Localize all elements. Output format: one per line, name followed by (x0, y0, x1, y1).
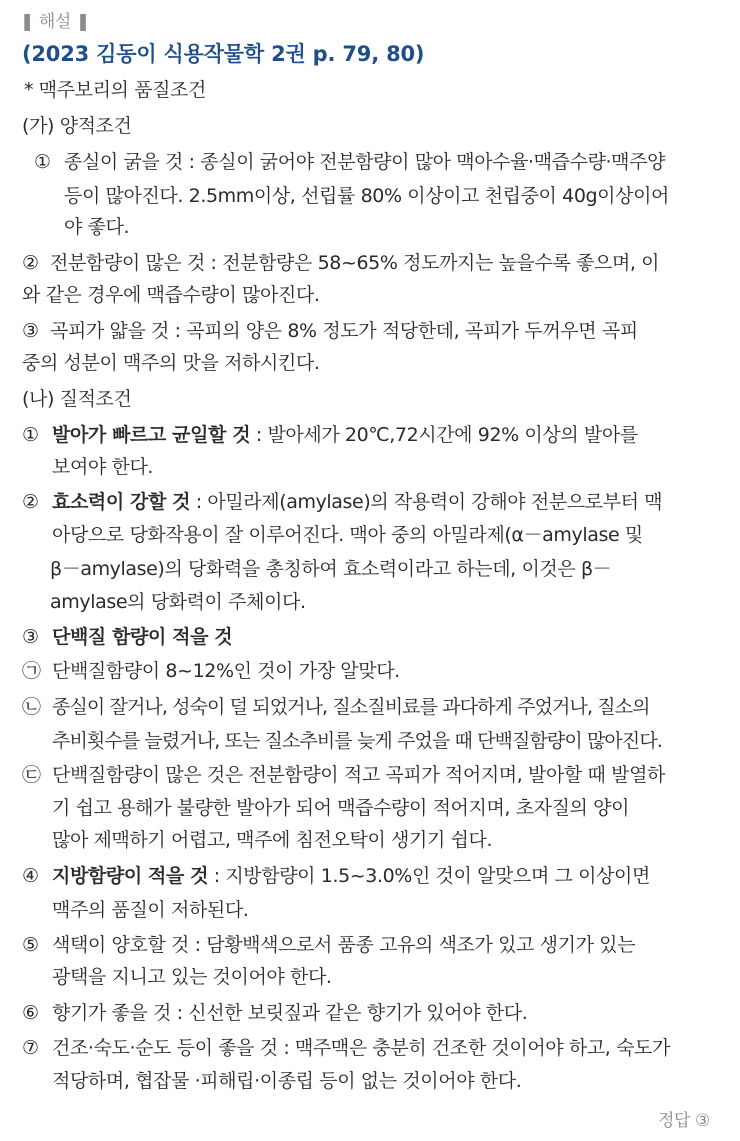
item-b2-text: : 아밀라제(amylase)의 작용력이 강해야 전분으로부터 맥 (190, 491, 663, 513)
item-c4-text: : 지방함량이 1.5~3.0%인 것이 알맞으며 그 이상이면 (208, 865, 650, 887)
item-a3-line: 곡피가 얇을 것 : 곡피의 양은 8% 정도가 적당한데, 곡피가 두꺼우면 곡피 (50, 320, 638, 342)
sub-item-3-line: 단백질함량이 많은 것은 전분함량이 적고 곡피가 적어지며, 발아할 때 발열하 (52, 764, 665, 786)
section-title: * 맥주보리의 품질조건 (24, 79, 206, 101)
section-a-heading: (가) 양적조건 (22, 115, 132, 137)
item-b1-line: 보여야 한다. (52, 456, 154, 478)
item-a1-line: 야 좋다. (64, 216, 130, 238)
item-c4-number: ④ (22, 865, 39, 887)
item-b2-line: β－amylase)의 당화력을 총칭하여 효소력이라고 하는데, 이것은 β－ (50, 558, 612, 580)
item-b1-line (52, 422, 638, 448)
source-reference: (2023 김동이 식용작물학 2권 p. 79, 80) (22, 42, 425, 66)
item-b3-number: ③ (22, 626, 39, 648)
section-b-heading: (나) 질적조건 (22, 388, 132, 410)
item-a2-line: 전분함량이 많은 것 : 전분함량은 58~65% 정도까지는 높을수록 좋으며, 이 (50, 252, 660, 274)
item-c4-line (52, 863, 650, 889)
item-c7-number: ⑦ (22, 1037, 39, 1059)
item-c6-number: ⑥ (22, 1002, 39, 1024)
item-c5-line: 광택을 지니고 있는 것이어야 한다. (52, 966, 332, 988)
item-c4-bold: 지방함량이 적을 것 (52, 865, 209, 887)
item-a2-number: ② (22, 252, 39, 274)
item-c7-line: 적당하며, 협잡물 ·피해립·이종립 등이 없는 것이어야 한다. (52, 1070, 522, 1092)
explanation-label: ❚ 해설 ❚ (20, 12, 90, 32)
item-c5-line: 색택이 양호할 것 : 담황백색으로서 품종 고유의 색조가 있고 생기가 있는 (52, 934, 636, 956)
sub-item-2-line: 종실이 잘거나, 성숙이 덜 되었거나, 질소질비료를 과다하게 주었거나, 질소의 (52, 696, 650, 718)
sub-item-1-marker: ㉠ (22, 660, 41, 682)
item-c4-line: 맥주의 품질이 저하된다. (52, 899, 249, 921)
item-a2-line: 와 같은 경우에 맥즙수량이 많아진다. (22, 284, 320, 306)
item-b1-text: : 발아세가 20℃,72시간에 92% 이상의 발아를 (250, 424, 638, 446)
sub-item-2-line: 추비횟수를 늘렸거나, 또는 질소추비를 늦게 주었을 때 단백질함량이 많아진다. (52, 730, 662, 752)
item-b1-number: ① (22, 424, 39, 446)
item-a1-line: 등이 많아진다. 2.5mm이상, 선립률 80% 이상이고 천립중이 40g이상이어 (64, 185, 670, 207)
sub-item-1-line: 단백질함량이 8~12%인 것이 가장 알맞다. (52, 660, 400, 682)
item-b2-number: ② (22, 491, 39, 513)
item-c7-line: 건조·숙도·순도 등이 좋을 것 : 맥주맥은 충분히 건조한 것이어야 하고, 숙도가 (52, 1037, 670, 1059)
item-c6-line: 향기가 좋을 것 : 신선한 보릿짚과 같은 향기가 있어야 한다. (52, 1002, 528, 1024)
item-b1-bold: 발아가 빠르고 균일할 것 (52, 424, 251, 446)
sub-item-3-marker: ㉢ (22, 764, 41, 786)
sub-item-3-line: 많아 제맥하기 어렵고, 맥주에 침전오탁이 생기기 쉽다. (52, 829, 493, 851)
item-a3-number: ③ (22, 320, 39, 342)
sub-item-3-line: 기 쉽고 용해가 불량한 발아가 되어 맥즙수량이 적어지며, 초자질의 양이 (52, 797, 630, 819)
item-c5-number: ⑤ (22, 934, 39, 956)
item-a1-number: ① (34, 151, 51, 173)
item-b2-line: 아당으로 당화작용이 잘 이루어진다. 맥아 중의 아밀라제(α－amylase 및 (52, 524, 643, 546)
item-b3-bold: 단백질 함량이 적을 것 (52, 626, 233, 648)
sub-item-2-marker: ㉡ (22, 696, 41, 718)
answer-label: 정답 ③ (658, 1111, 710, 1131)
item-a3-line: 중의 성분이 맥주의 맛을 저하시킨다. (22, 352, 320, 374)
item-a1-line: 종실이 굵을 것 : 종실이 굵어야 전분함량이 많아 맥아수율·맥즙수량·맥주양 (64, 151, 666, 173)
item-b2-line (52, 489, 662, 515)
item-b2-line: amylase의 당화력이 주체이다. (50, 591, 306, 613)
item-b2-bold: 효소력이 강할 것 (52, 491, 191, 513)
